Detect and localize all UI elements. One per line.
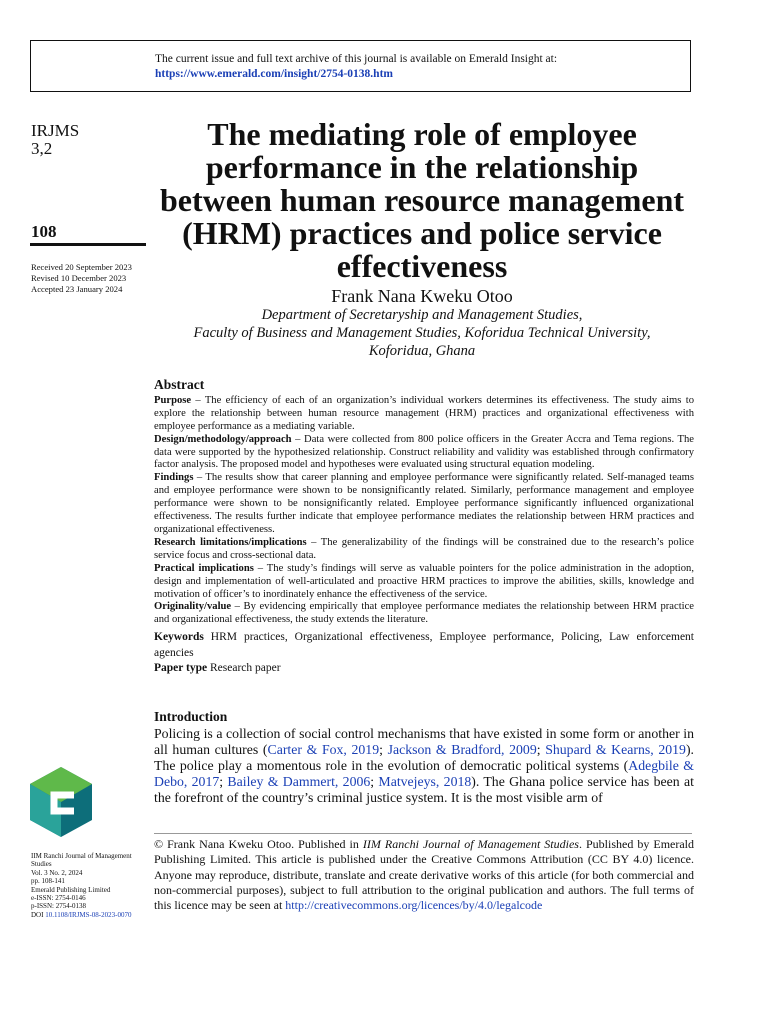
purpose-label: Purpose [154, 394, 192, 406]
design-label: Design/methodology/approach [154, 433, 292, 445]
citation-link[interactable]: Jackson & Bradford, 2009 [387, 742, 537, 757]
abstract-purpose [154, 395, 694, 434]
journal-eissn: e-ISSN: 2754-0146 [31, 894, 86, 903]
limitations-text: – The generalizability of the findings will be constrained due to the research’s police service focus and cross-sectional data. [154, 536, 694, 561]
intro-text-2: ). The police play a momentous role in the evolution of democratic political systems ( [154, 742, 694, 773]
journal-doi [31, 911, 147, 919]
affiliation-line-3: Koforidua, Ghana [368, 343, 476, 359]
design-text: – Data were collected from 800 police officers in the Greater Accra and Tema regions. The data were supported by the hypothesized relationship. Construct reliability and validity was established through confirmatory factor analysis. The proposed model and hypotheses were evaluated using structural equation modeling. [154, 433, 694, 471]
journal-pages: pp. 108-141 [31, 877, 65, 886]
doi-label: DOI [31, 910, 44, 919]
intro-text-3: ). The Ghana police service has been at the forefront of the country’s criminal justice system. It is the most visible arm of [154, 774, 694, 805]
introduction-section [154, 709, 694, 806]
journal-url-link[interactable]: https://www.emerald.com/insight/2754-0138.htm [155, 68, 393, 80]
findings-text: – The results show that career planning and employee performance were significantly related. Self-managed teams and employee performance were shown to be nonsignificantly related. Similarly, performance management and employee performance were shown to be nonsignificantly related. Employee performance significantly influenced organizational effectiveness. The results further indicate that employee performance mediates the relationship between HRM practices and organizational effectiveness. [154, 472, 694, 535]
author-affiliation [152, 306, 692, 360]
abstract-section [154, 379, 694, 677]
paper-type-label: Paper type [154, 662, 208, 675]
license-notice [154, 837, 694, 913]
citation-separator: ; [379, 742, 388, 757]
abstract-originality [154, 601, 694, 627]
citation-link[interactable]: Shupard & Kearns, 2019 [545, 742, 686, 757]
abstract-design [154, 434, 694, 473]
abstract-heading: Abstract [154, 377, 205, 392]
journal-publisher: Emerald Publishing Limited [31, 885, 111, 894]
journal-volume: Vol. 3 No. 2, 2024 [31, 868, 83, 877]
license-text [154, 837, 694, 913]
introduction-heading: Introduction [154, 709, 228, 724]
article-dates [31, 262, 132, 295]
license-text-2: . Published by Emerald Publishing Limited. This article is published under the Creative Commons Attribution (CC BY 4.0) licence. Anyone may reproduce, distribute, translate and create derivative works of this article (for both commercial and non-commercial purposes), subject to full attribution to the original publication and authors. The full terms of this licence may be seen at [154, 837, 695, 913]
citation-separator: ; [370, 774, 379, 789]
page-number: 108 [31, 222, 57, 241]
citation-link[interactable]: Matvejeys, 2018 [378, 774, 472, 789]
journal-access-notice [30, 40, 691, 92]
originality-label: Originality/value [154, 601, 232, 613]
practical-label: Practical implications [154, 562, 254, 574]
originality-text: – By evidencing empirically that employee performance mediates the relationship between HRM practice and organizational effectiveness, the study extends the literature. [154, 601, 694, 626]
journal-metadata [31, 852, 147, 919]
license-divider [154, 833, 692, 834]
practical-text: – The study’s findings will serve as valuable pointers for the police administration in the adoption, design and implementation of well-articulated and proactive HRM practices to improve the abilities, skills, knowledge and motivation of officer’s to inordinately enhance the effectiveness of the service. [154, 562, 694, 600]
abstract-practical [154, 563, 694, 602]
journal-pissn: p-ISSN: 2754-0138 [31, 902, 87, 911]
notice-text: The current issue and full text archive of this journal is available on Emerald Insight at: [155, 53, 558, 65]
received-date: Received 20 September 2023 [31, 262, 132, 272]
article-title: The mediating role of employee performance in the relationship between human resource management (HRM) practices and police service effectiveness [159, 116, 685, 284]
paper-type-text: Research paper [207, 662, 281, 675]
findings-label: Findings [154, 472, 194, 484]
emerald-logo-icon [30, 767, 92, 837]
doi-link[interactable]: 10.1108/IRJMS-08-2023-0070 [45, 910, 132, 919]
journal-name: IIM Ranchi Journal of Management Studies [31, 852, 132, 869]
abstract-findings [154, 472, 694, 537]
limitations-label: Research limitations/implications [154, 536, 307, 548]
license-url-link[interactable]: http://creativecommons.org/licences/by/4.0/legalcode [285, 898, 543, 913]
abstract-limitations [154, 537, 694, 563]
citation-link[interactable]: Carter & Fox, 2019 [267, 742, 380, 757]
intro-text-1: Policing is a collection of social control mechanisms that have existed in some form or another in all human cultures ( [154, 726, 694, 757]
journal-abbr-text: IRJMS [31, 121, 80, 140]
abstract-paper-type [154, 661, 694, 677]
keywords-label: Keywords [154, 631, 204, 644]
revised-date: Revised 10 December 2023 [31, 273, 127, 283]
citation-link[interactable]: Bailey & Dammert, 2006 [227, 774, 371, 789]
accepted-date: Accepted 23 January 2024 [31, 284, 123, 294]
page-number-rule [30, 243, 146, 246]
affiliation-line-1: Department of Secretaryship and Management Studies, [261, 307, 583, 323]
journal-abbreviation [31, 122, 79, 158]
citation-separator: ; [536, 742, 546, 757]
author-name: Frank Nana Kweku Otoo [331, 286, 513, 306]
citation-link[interactable]: Adegbile & Debo, 2017 [154, 758, 694, 789]
affiliation-line-2: Faculty of Business and Management Studies, Koforidua Technical University, [193, 325, 651, 341]
volume-issue: 3,2 [31, 139, 53, 158]
purpose-text: – The efficiency of each of an organization’s individual workers determines its effectiveness. The study aims to explore the relationship between human resource management (HRM) practices and organizational effectiveness with employee performance as a mediating variable. [154, 394, 694, 432]
abstract-keywords [154, 630, 694, 661]
keywords-text: HRM practices, Organizational effectiveness, Employee performance, Policing, Law enforcement agencies [154, 631, 694, 659]
license-journal-name: IIM Ranchi Journal of Management Studies [362, 837, 579, 851]
introduction-paragraph [154, 726, 694, 806]
citation-separator: ; [219, 774, 228, 789]
license-text-1: © Frank Nana Kweku Otoo. Published in [154, 837, 363, 851]
